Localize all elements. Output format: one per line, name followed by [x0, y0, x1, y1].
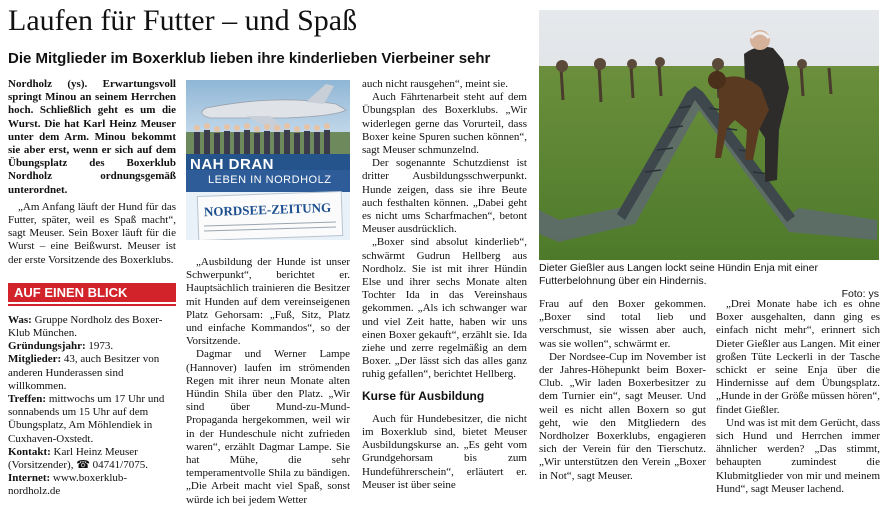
fact-label: Kontakt: [8, 445, 51, 458]
section-heading: Kurse für Ausbildung [362, 388, 485, 403]
paragraph: „Am Anfang läuft der Hund für das Futter, später, weil es Spaß macht“, sagt Meuser. Sein Boxer läuft für die Wurst – eine Beißwurst. Meuser ist der erste Vorsitzende des Boxerklubs. [8, 200, 176, 266]
paragraph: Auch für Hundebesitzer, die nicht im Boxerklub sind, bietet Meuser Ausbildungskurse an. „Es geht vom Grundgehorsam bis zum Hundeführerschein“, erläutert er. Meuser ist über seine [362, 412, 527, 491]
fact-value: www.boxerklub-nordholz.de [8, 472, 128, 498]
fact-item [8, 340, 176, 353]
fact-item [8, 472, 176, 498]
column-3 [362, 78, 527, 492]
paragraph: Der Nordsee-Cup im November ist der Jahres-Höhepunkt beim Boxer-Club. „Wir laden Boxerbesitzer zu dem Turnier ein“, sagt Meuser. Und weil es nicht allen Boxern so gut geht, wie den Mitgliedern des Nordholzer Boxerklubs, engagieren sich der Verein für den Tierschutz. „Wir unterstützen den Verein „Boxer in Not“, sagt Meuser. [539, 350, 706, 482]
fact-label: Treffen: [8, 393, 47, 406]
promo-subtitle: LEBEN IN NORDHOLZ [208, 174, 332, 186]
promo-title: NAH DRAN [190, 156, 274, 173]
column-1 [8, 78, 176, 499]
caption-text: Dieter Gießler aus Langen lockt seine Hündin Enja mit einer Futterbelohnung über ein Hindernis. [539, 262, 818, 287]
paragraph: „Ausbildung der Hunde ist unser Schwerpunkt“, berichtet er. Hauptsächlich trainieren die Besitzer mit Hunden auf dem vereinseigenen Platz Gehorsam: „Fuß, Sitz, Platz und einfache Kommandos“, so der Vorsitzende. [186, 256, 350, 348]
paragraph: Dagmar und Werner Lampe (Hannover) laufen im strömenden Regen mit ihrer neun Monate alten Hündin Shila über den Platz. „Wir sind über Mund-zu-Mund-Propaganda hergekommen, weil wir in der Hundeschule nicht zufrieden waren“, erzählt Dagmar Lampe. Sie hat Mühe, die sehr temperamentvolle Shila zu bändigen. „Die Arbeit macht viel Spaß, sonst würde ich bei jedem Wetter [186, 348, 350, 506]
paragraph: „Boxer sind absolut kinderlieb“, schwärmt Gudrun Hellberg aus Nordholz. Sie ist mit ihrer Hündin Else und ihrer sechs Monate alten Tochter Ida in das Vereinshaus gekommen. „Als ich schwanger war und viel Zeit hatte, haben wir uns einen Boxer gekauft“, erzählt sie. Ida ziehe und zerre regelmäßig an dem Boxer. „Der lässt sich das alles ganz ruhig gefallen“, berichtet Hellberg. [362, 236, 527, 381]
fact-item [8, 446, 176, 472]
fact-value: Gruppe Nordholz des Boxer-Klub München. [8, 313, 163, 340]
fact-value: 1973. [85, 340, 114, 353]
photo-dog-agility [539, 10, 879, 260]
photo-credit: Foto: ys [841, 288, 879, 300]
fact-item [8, 314, 176, 340]
fact-value: mittwochs um 17 Uhr und sonnabends um 15 Uhr auf dem Übungsplatz, Am Möhlendiek in Cuxhaven-Oxstedt. [8, 393, 165, 445]
fact-item [8, 353, 176, 393]
divider [8, 304, 176, 306]
promo-newspaper-name: NORDSEE-ZEITUNG [203, 199, 332, 220]
article-photo [539, 10, 879, 260]
info-box-facts [8, 314, 176, 499]
paragraph: Frau auf den Boxer gekommen. „Boxer sind total lieb und verschmust, sie wissen aber auch, was sie wollen“, schwärmt er. [539, 298, 706, 350]
subheadline: Die Mitglieder im Boxerklub lieben ihre kinderlieben Vierbeiner sehr [8, 50, 491, 67]
paragraph: Und was ist mit dem Gerücht, dass sich Hund und Herrchen immer ähnlicher werden? „Das stimmt, behaupten zumindest die Klubmitglieder von mir und meinem Hund“, sagt Meuser lachend. [716, 416, 880, 495]
lead-paragraph: Nordholz (ys). Erwartungsvoll springt Minou an seinem Herrchen hoch. Schließlich geht es um die Wurst. Die hat Karl Heinz Meuser unter dem Arm. Minou bekommt sie aber erst, wenn er sich auf dem Übungsplatz des Boxerklub Nordholz ordnungsgemäß unterordnet. [8, 78, 176, 196]
column-5 [716, 298, 880, 496]
fact-label: Gründungsjahr: [8, 340, 86, 353]
fact-label: Mitglieder: [8, 353, 62, 366]
info-box-title: AUF EINEN BLICK [8, 283, 176, 302]
promo-graphic [186, 80, 350, 240]
fact-value: Karl Heinz Meuser (Vorsitzender), ☎ 04741/7075. [8, 445, 148, 472]
column-4 [539, 298, 706, 483]
info-box [8, 283, 176, 499]
fact-label: Was: [8, 313, 32, 326]
paragraph: Auch Fährtenarbeit steht auf dem Übungsplan des Boxerklubs. „Wir widerlegen gerne das Vorurteil, dass Boxer keine Spuren suchen können“, sagt Meuser schmunzelnd. [362, 91, 527, 157]
paragraph: auch nicht rausgehen“, meint sie. [362, 78, 509, 90]
fact-item [8, 393, 176, 446]
headline: Laufen für Futter – und Spaß [8, 4, 358, 37]
paragraph: „Drei Monate habe ich es ohne Boxer ausgehalten, dann ging es einfach nicht mehr“, erinnert sich Dieter Gießler aus Langen. Mit einer großen Tüte Leckerli in der Tasche schickt er seine Enja über die Hindernisse auf dem Übungsplatz. „Hunde in der Größe müssen hören“, findet Gießler. [716, 298, 880, 416]
photo-caption [539, 262, 879, 301]
fact-value: 43, auch Besitzer von anderen Hunderassen sind willkommen. [8, 353, 160, 392]
paragraph: Der sogenannte Schutzdienst ist dritter Ausbildungsschwerpunkt. Hunde zeigen, dass sie ihre Beute auch festhalten können. „Dabei geht es nicht ums Scharfmachen“, betont Meuser ausdrücklich. [362, 157, 527, 236]
column-2 [186, 256, 350, 507]
fact-label: Internet: [8, 472, 51, 485]
